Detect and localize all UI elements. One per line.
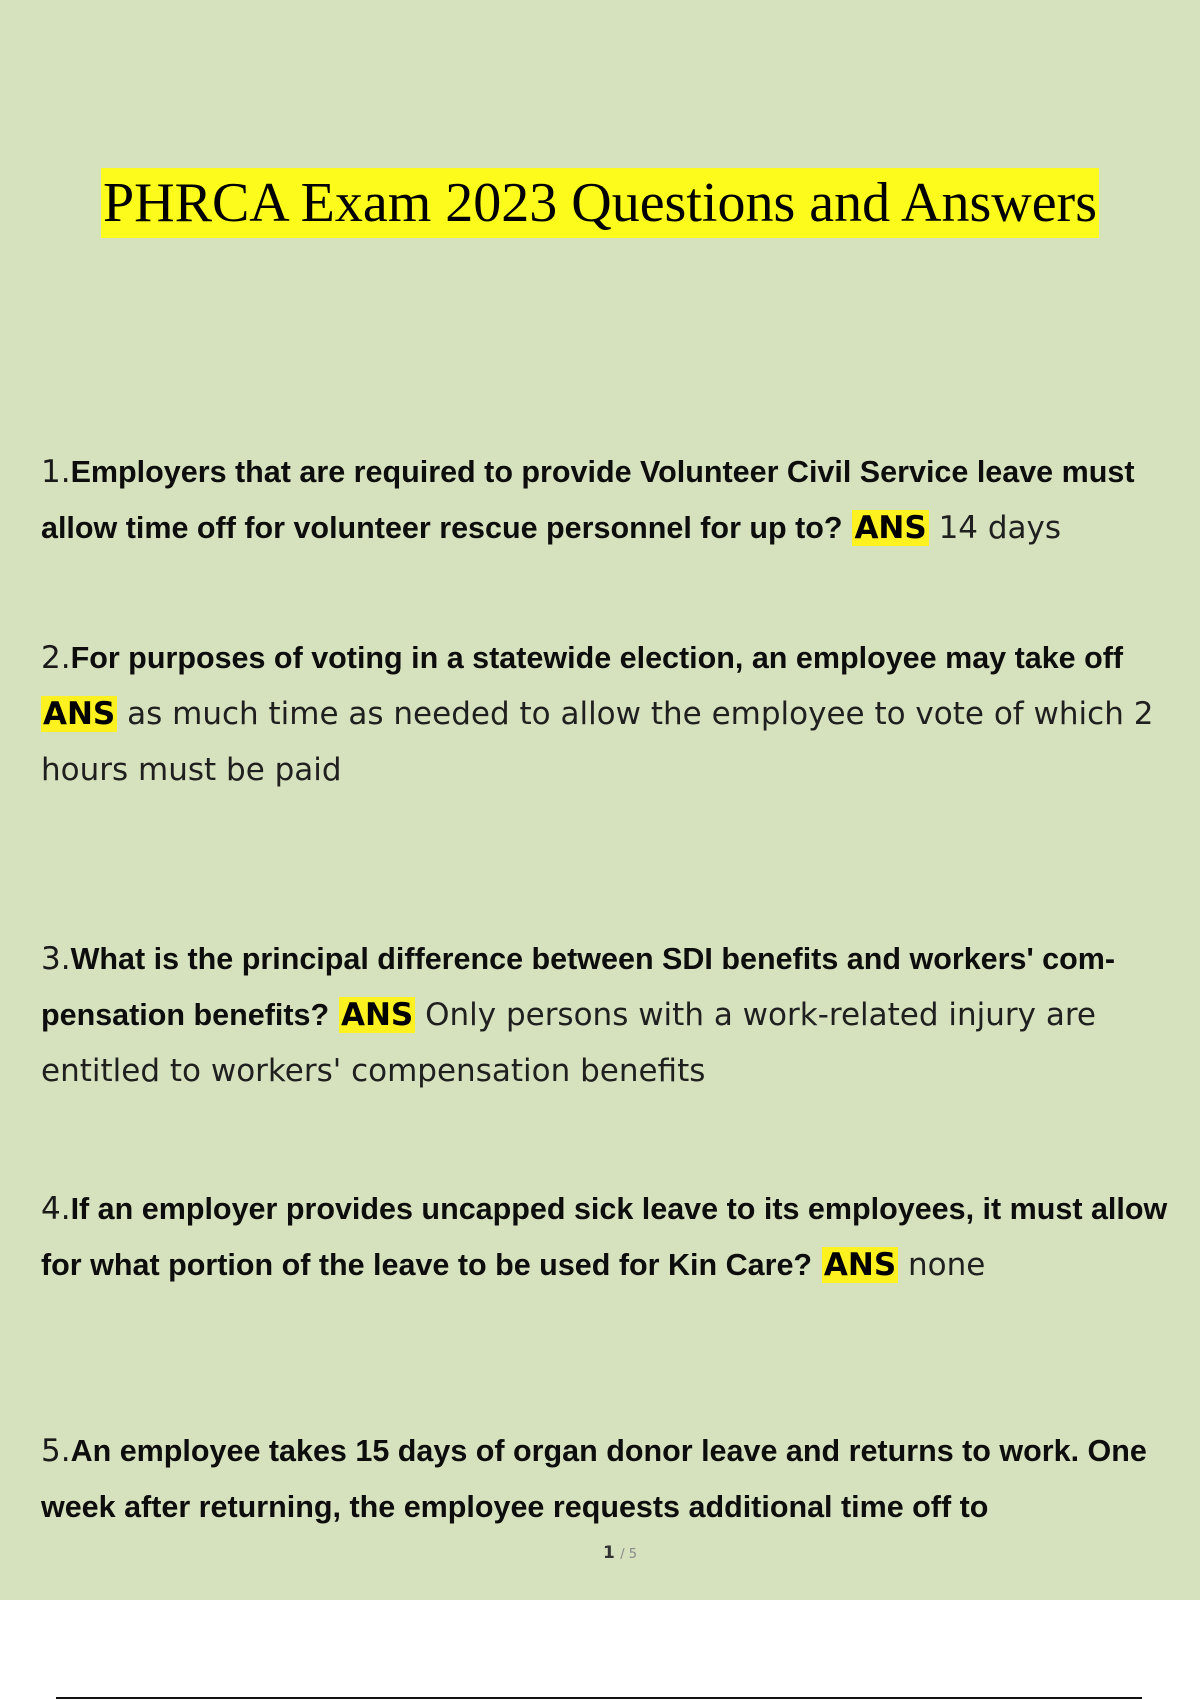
question-number: 3. [41,941,71,977]
answer-marker: ANS [823,1247,897,1283]
question-text: If an employer provides uncapped sick leave to its employees, it must allow for what portion of the leave to be used for Kin Care? [41,1192,1168,1282]
answer-marker: ANS [340,997,414,1033]
answer-marker: ANS [43,696,116,732]
question-item [41,1423,1191,1535]
question-text: What is the principal difference between SDI benefits and workers' com- pensation benefits? [41,942,1116,1032]
question-item [41,931,1191,1099]
question-item [41,1181,1191,1293]
total-pages: / 5 [620,1547,638,1562]
question-text: Employers that are required to provide Volunteer Civil Service leave must allow time off for volunteer rescue personnel for up to? [41,455,1135,545]
question-item [41,630,1191,798]
title-container [0,168,1200,238]
footer-divider [56,1697,1142,1699]
document-title: PHRCA Exam 2023 Questions and Answers [101,168,1099,238]
question-text: An employee takes 15 days of organ donor leave and returns to work. One week after returning, the employee requests additional time off to [41,1434,1147,1524]
question-number: 5. [41,1433,71,1469]
question-number: 2. [41,640,71,676]
question-item [41,444,1191,556]
question-number: 1. [41,454,71,490]
current-page: 1 [602,1543,615,1563]
answer-marker: ANS [854,510,927,546]
answer-text: Only persons with a work-related injury are entitled to workers' compensation benefits [41,997,1096,1089]
answer-text: 14 days [938,510,1062,546]
answer-text: as much time as needed to allow the employee to vote of which 2 hours must be paid [41,696,1154,788]
answer-text: none [908,1247,986,1283]
question-text: For purposes of voting in a statewide election, an employee may take off [70,641,1124,675]
page-indicator [0,1543,1200,1563]
question-number: 4. [41,1191,71,1227]
